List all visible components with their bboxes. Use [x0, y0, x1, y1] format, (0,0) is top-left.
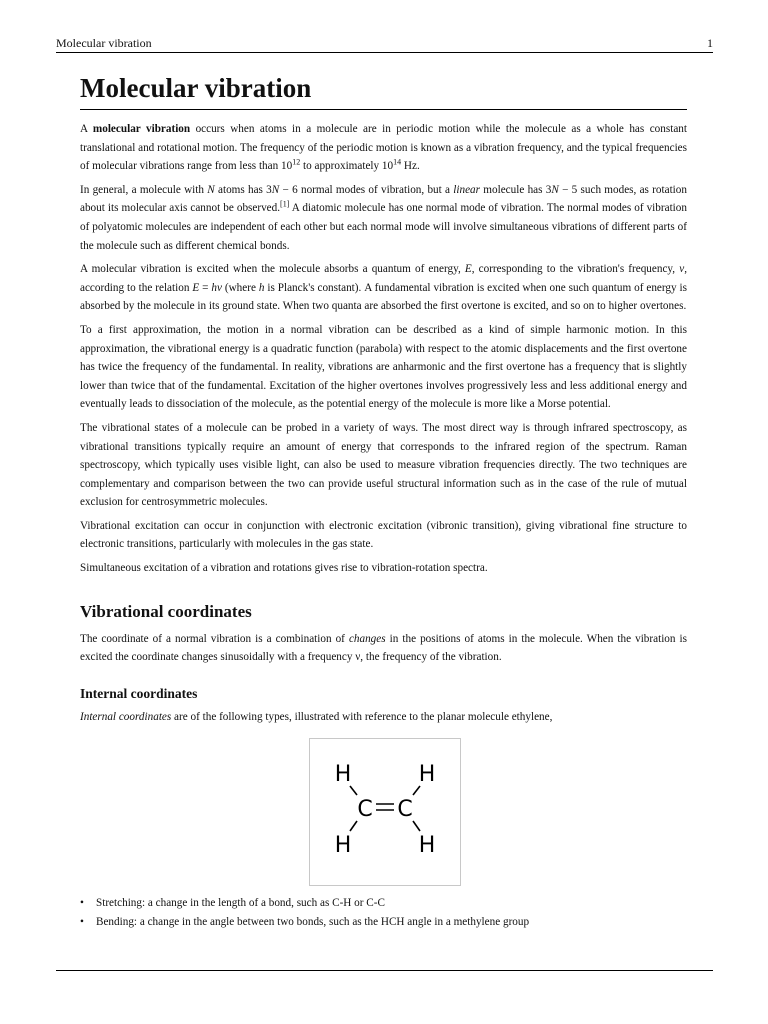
term-changes: changes	[348, 632, 386, 645]
intro-paragraph-2: In general, a molecule with N atoms has 3N − 6 normal modes of vibration, but a linear molecule has 3N − 5 such modes, as rotation about its molecular axis cannot be observed.[1] A diatomic molecule has one normal mode of vibration. The normal modes of vibration of polyatomic molecules are independent of each other but each normal mode will involve simultaneous vibrations of different parts of the molecule such as different chemical bonds.	[80, 183, 687, 252]
intro-paragraph-5: The vibrational states of a molecule can be probed in a variety of ways. The most direct way is through infrared spectroscopy, as vibrational transitions typically require an amount of energy that corresponds to the infrared region of the spectrum. Raman spectroscopy, which typically uses visible light, can also be used to measure vibration frequencies directly. The two techniques are complementary and comparison between the two can provide useful structural information such as in the case of the rule of mutual exclusion for centrosymmetric molecules.	[80, 421, 687, 509]
bond-ch-top-right	[413, 786, 420, 795]
intro-paragraph-6: Vibrational excitation can occur in conjunction with electronic excitation (vibronic transition), giving vibrational fine structure to electronic transitions, particularly with molecules in the gas state.	[80, 519, 687, 551]
atom-h-top-left: H	[334, 762, 352, 788]
internal-coordinates-list	[80, 894, 687, 931]
article-body	[80, 70, 687, 932]
atom-h-top-right: H	[418, 762, 436, 788]
term-molecular-vibration: molecular vibration	[92, 123, 191, 135]
footer-rule	[56, 970, 713, 971]
bond-ch-top-left	[350, 786, 357, 795]
atom-c-left: C	[357, 797, 373, 823]
running-title: Molecular vibration	[56, 36, 152, 50]
term-internal-coordinates: Internal coordinates	[80, 710, 172, 723]
intro-paragraph-7: Simultaneous excitation of a vibration and rotations gives rise to vibration-rotation spectra.	[80, 562, 488, 575]
section-heading-vibrational-coordinates: Vibrational coordinates	[80, 601, 252, 621]
ethylene-structure-diagram	[310, 739, 460, 885]
ethylene-structure-figure	[309, 738, 461, 886]
intro-paragraph-4: To a first approximation, the motion in a normal vibration can be described as a kind of simple harmonic motion. In this approximation, the vibrational energy is a quadratic function (parabola) with respect to the atomic displacements and the first overtone has twice the frequency of the fundamental. In reality, vibrations are anharmonic and the first overtone has a frequency that is slightly lower than twice that of the fundamental. Excitation of the higher overtones involves progressively less and less additional energy and eventually leads to dissociation of the molecule, as the potential energy of the molecule is more like a Morse potential.	[80, 323, 687, 411]
term-linear: linear	[453, 183, 481, 196]
intro-paragraph-1: A molecular vibration occurs when atoms in a molecule are in periodic motion while the molecule as a whole has constant translational and rotational motion. The frequency of the periodic motion is known as a vibration frequency, and the typical frequencies of molecular vibrations range from less than $10^{12}$ to approximately $10^{14}$ Hz.	[80, 123, 687, 173]
internal-paragraph: Internal coordinates are of the following types, illustrated with reference to the planar molecule ethylene,	[80, 710, 553, 723]
atom-h-bottom-left: H	[334, 833, 352, 859]
page-title: Molecular vibration	[80, 70, 687, 110]
bond-ch-bottom-left	[350, 821, 357, 831]
list-item: • Stretching: a change in the length of a bond, such as C-H or C-C	[80, 894, 687, 913]
exponent: 14	[393, 157, 402, 167]
list-item: • Bending: a change in the angle between two bonds, such as the HCH angle in a methylene group	[80, 913, 687, 932]
vibrational-paragraph: The coordinate of a normal vibration is a combination of changes in the positions of atoms in the molecule. When the vibration is excited the coordinate changes sinusoidally with a frequency ν, the frequency of the vibration.	[80, 632, 687, 664]
atom-h-bottom-right: H	[418, 833, 436, 859]
exponent: 12	[292, 157, 301, 167]
page-number: 1	[707, 36, 713, 50]
section-heading-internal-coordinates: Internal coordinates	[80, 685, 198, 701]
citation-link[interactable]: [1]	[280, 199, 290, 209]
bond-ch-bottom-right	[413, 821, 420, 831]
atom-c-right: C	[397, 797, 413, 823]
running-header	[56, 36, 713, 53]
intro-paragraph-3: A molecular vibration is excited when the molecule absorbs a quantum of energy, E, corresponding to the vibration's frequency, ν, according to the relation E = hν (where h is Planck's constant). A fundamental vibration is excited when one such quantum of energy is absorbed by the molecule in its ground state. When two quanta are absorbed the first overtone is excited, and so on to higher overtones.	[80, 263, 687, 313]
